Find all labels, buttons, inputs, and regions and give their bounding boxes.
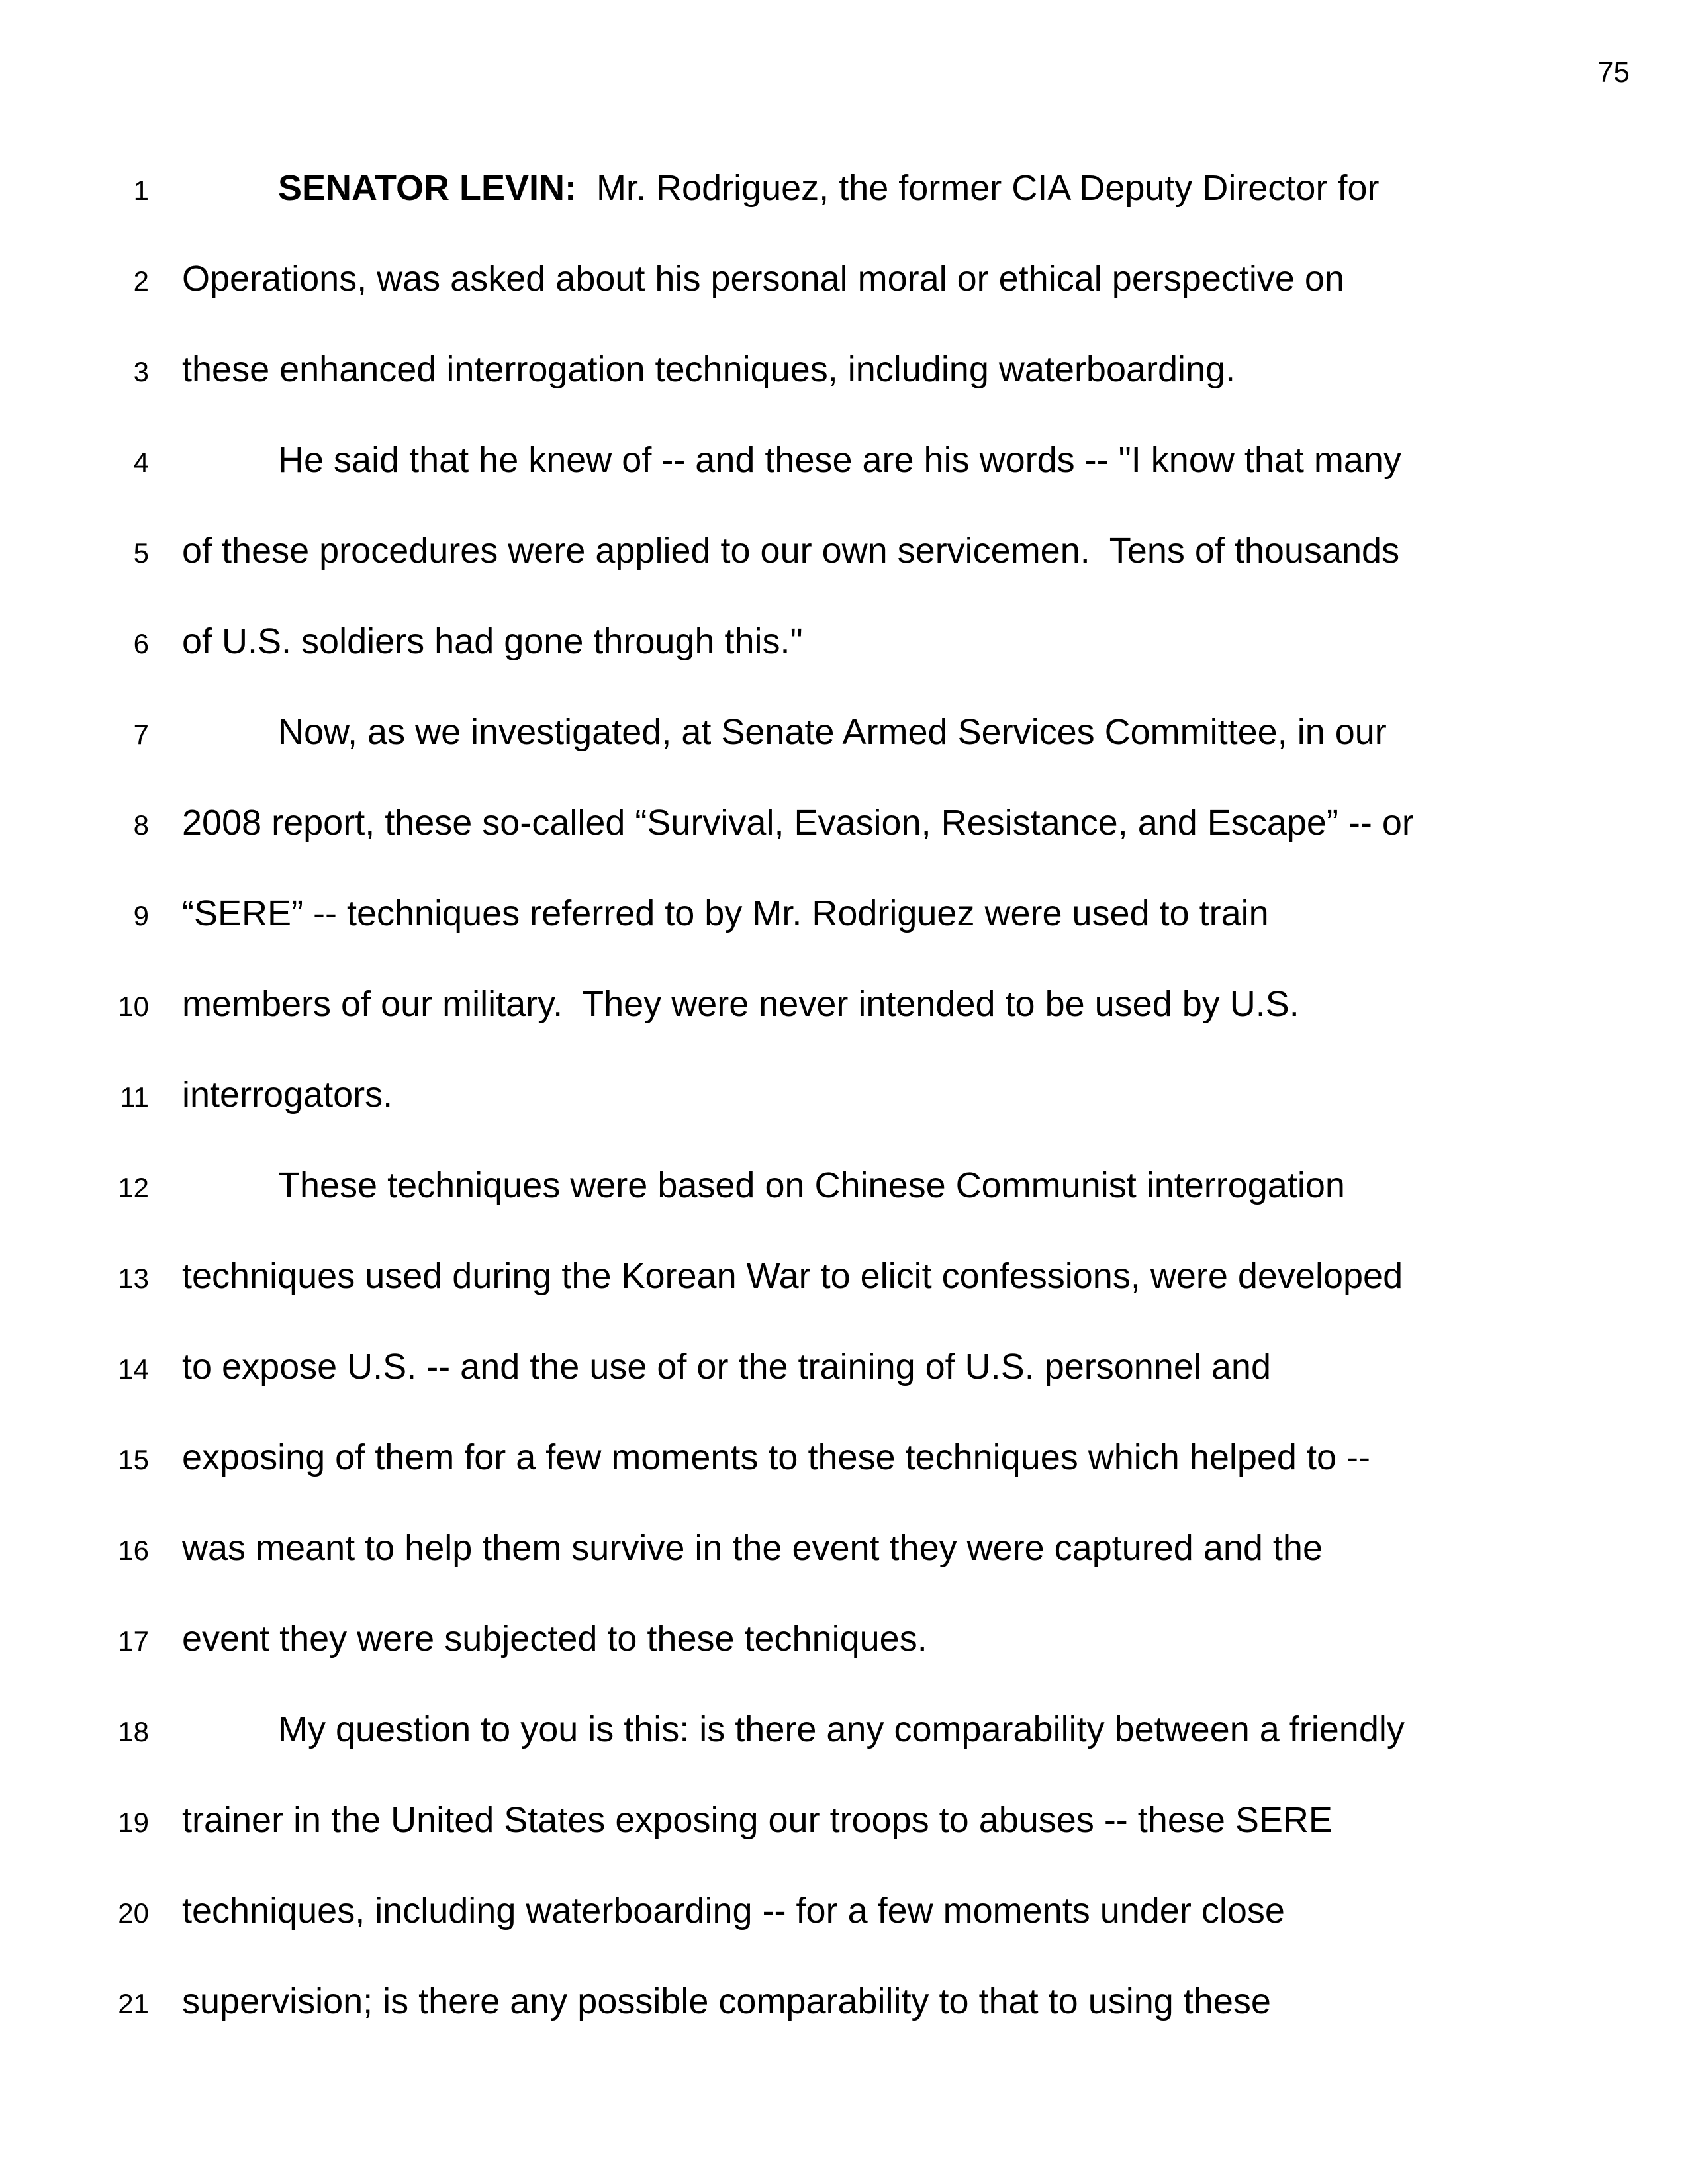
line-text [149,1322,1271,1412]
page-number: 75 [1597,56,1630,89]
transcript-line [0,506,1688,596]
line-text-segment: trainer in the United States exposing our troops to abuses -- these SERE [182,1800,1333,1840]
line-text-segment: 2008 report, these so-called “Survival, Evasion, Resistance, and Escape” -- or [182,803,1414,842]
line-text-segment: these enhanced interrogation techniques, including waterboarding. [182,349,1236,389]
transcript-line [0,234,1688,324]
line-text [149,687,1387,778]
line-text-segment: interrogators. [182,1075,393,1115]
line-number: 16 [118,1535,149,1566]
transcript-line [0,1050,1688,1140]
transcript [0,143,1688,2047]
transcript-line [0,687,1688,778]
line-text [149,868,1269,959]
line-text-segment: supervision; is there any possible comparability to that to using these [182,1981,1271,2021]
line-text [149,959,1299,1050]
transcript-line [0,596,1688,687]
line-number: 2 [133,265,149,296]
line-number: 14 [118,1353,149,1385]
line-text [149,1594,927,1684]
line-number: 1 [133,175,149,206]
line-number: 3 [133,356,149,387]
transcript-line [0,1412,1688,1503]
line-number: 11 [120,1081,149,1113]
transcript-line [0,778,1688,868]
line-text [149,1684,1405,1775]
transcript-line [0,1866,1688,1956]
transcript-line [0,1775,1688,1866]
line-text-segment: “SERE” -- techniques referred to by Mr. Rodriguez were used to train [182,893,1269,933]
transcript-line [0,1956,1688,2047]
line-text-segment: Mr. Rodriguez, the former CIA Deputy Director for [577,168,1380,208]
line-text [149,506,1399,596]
transcript-line [0,1322,1688,1412]
line-number: 5 [133,537,149,569]
line-text [149,1503,1323,1594]
line-text-segment: My question to you is this: is there any comparability between a friendly [278,1709,1405,1749]
transcript-line [0,1684,1688,1775]
line-text-segment: event they were subjected to these techniques. [182,1619,927,1659]
line-text [149,415,1401,506]
line-text [149,596,803,687]
transcript-line [0,1503,1688,1594]
line-text [149,1412,1370,1503]
line-number: 17 [118,1625,149,1657]
line-text-segment: Now, as we investigated, at Senate Armed Services Committee, in our [278,712,1387,752]
line-text-segment: of U.S. soldiers had gone through this." [182,621,803,661]
line-text [149,1956,1271,2047]
transcript-line [0,1140,1688,1231]
transcript-line [0,868,1688,959]
line-text-segment: These techniques were based on Chinese Communist interrogation [278,1165,1345,1205]
line-text [149,143,1379,234]
speaker-label: SENATOR LEVIN: [278,168,577,208]
line-text [149,1050,393,1140]
line-text [149,234,1344,324]
line-number: 21 [118,1988,149,2019]
line-text-segment: Operations, was asked about his personal moral or ethical perspective on [182,259,1344,298]
line-text-segment: was meant to help them survive in the event they were captured and the [182,1528,1323,1568]
transcript-line [0,143,1688,234]
line-text-segment: techniques, including waterboarding -- for a few moments under close [182,1891,1285,1931]
line-text-segment: to expose U.S. -- and the use of or the training of U.S. personnel and [182,1347,1271,1387]
line-number: 19 [118,1807,149,1838]
transcript-line [0,415,1688,506]
line-number: 13 [118,1263,149,1294]
line-number: 9 [133,900,149,931]
transcript-line [0,324,1688,415]
line-text [149,1866,1285,1956]
line-text [149,1231,1403,1322]
transcript-line [0,1594,1688,1684]
line-text-segment: exposing of them for a few moments to these techniques which helped to -- [182,1437,1370,1477]
line-text-segment: members of our military. They were never intended to be used by U.S. [182,984,1299,1024]
line-text [149,778,1414,868]
line-number: 15 [118,1444,149,1475]
line-text-segment: He said that he knew of -- and these are his words -- "I know that many [278,440,1401,480]
line-text-segment: techniques used during the Korean War to elicit confessions, were developed [182,1256,1403,1296]
line-text [149,324,1235,415]
line-number: 18 [118,1716,149,1747]
line-number: 12 [118,1172,149,1203]
line-number: 10 [118,991,149,1022]
line-number: 8 [133,809,149,841]
line-number: 6 [133,628,149,659]
line-text-segment: of these procedures were applied to our own servicemen. Tens of thousands [182,531,1400,570]
line-text [149,1775,1333,1866]
transcript-line [0,959,1688,1050]
line-text [149,1140,1345,1231]
line-number: 4 [133,447,149,478]
line-number: 20 [118,1897,149,1929]
transcript-line [0,1231,1688,1322]
line-number: 7 [133,719,149,750]
